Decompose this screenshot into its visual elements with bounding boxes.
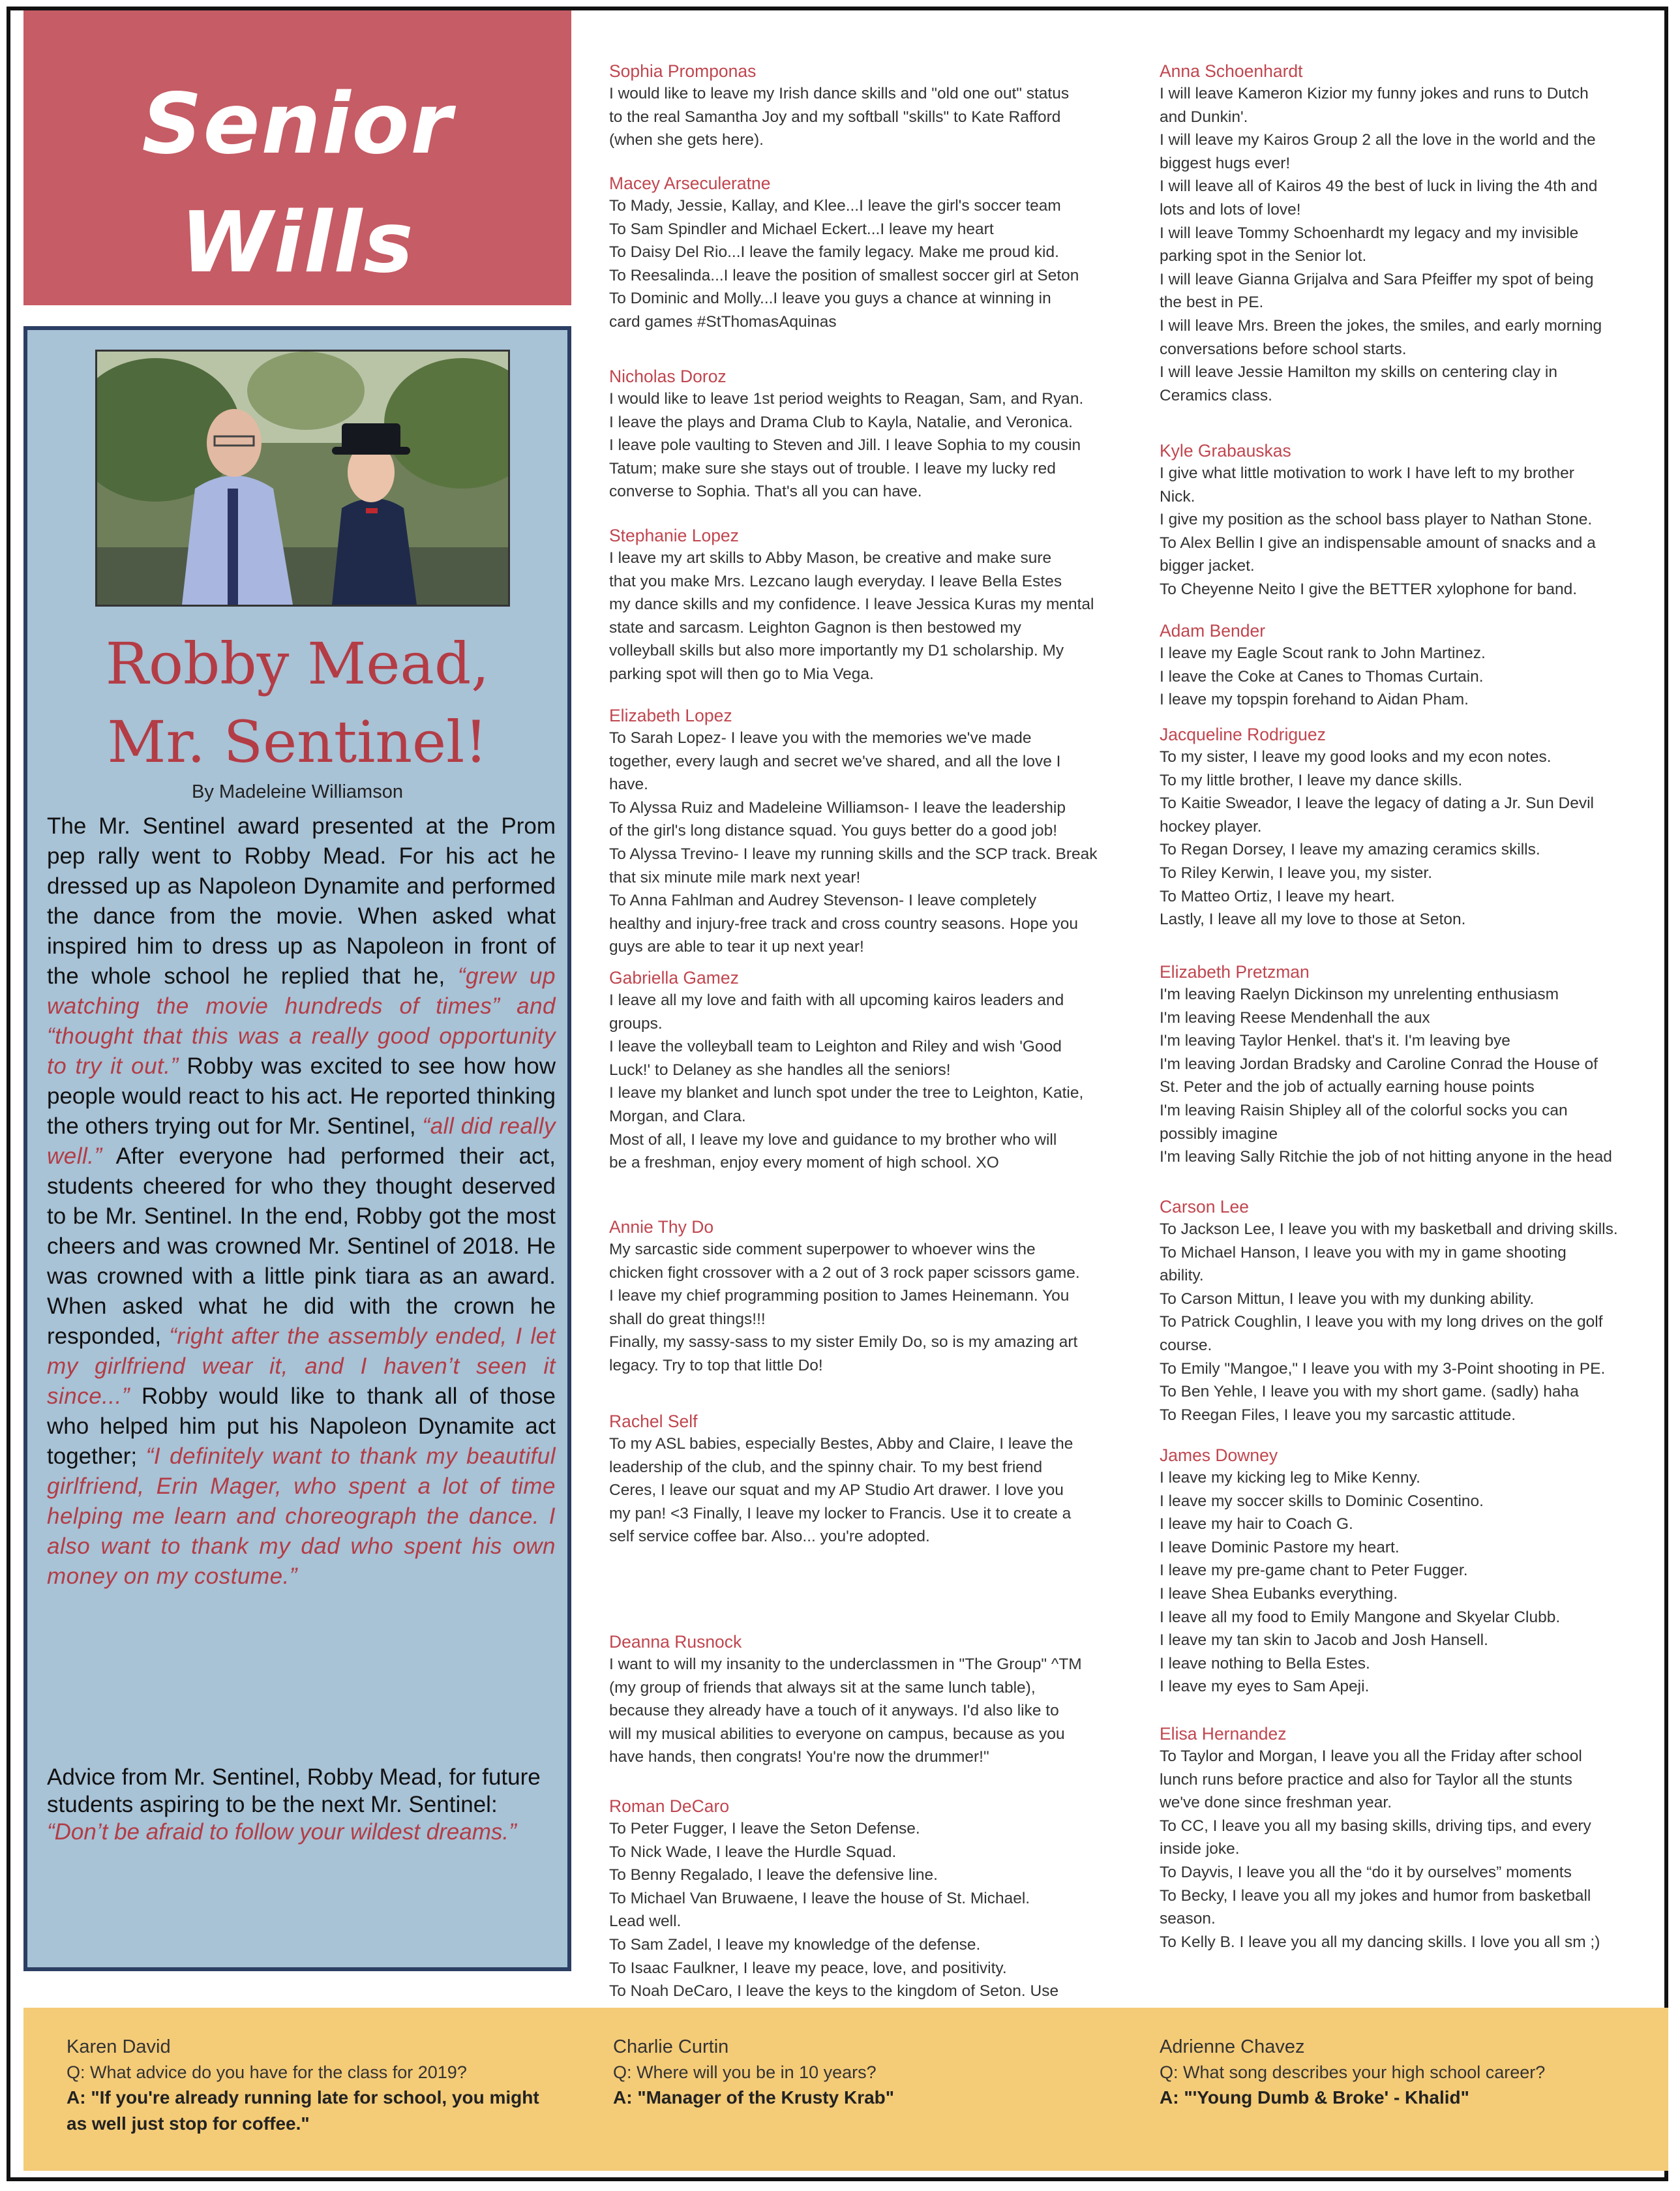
will-text: To Mady, Jessie, Kallay, and Klee...I leave the girl's soccer team To Sam Spindler and Michael Eckert...I leave my heart To Daisy Del Rio...I leave the family legacy. Make me proud kid. To Reesalinda...I leave the position of smallest soccer girl at Seton To Dominic and Molly...I leave you guys a chance at winning in card games #StThomasAquinas <box>609 197 1079 331</box>
qa-answer: A: "If you're already running late for school, you might as well just stop for coffee." <box>67 2087 539 2134</box>
will-text: To Taylor and Morgan, I leave you all the Friday after school lunch runs before practice and also for Taylor all the stunts we've done since freshman year. To CC, I leave you all my basing skills, driving tips, and every inside joke. To Dayvis, I leave you all the “do it by ourselves” moments To Becky, I leave you all my jokes and humor from basketball season. To Kelly B. I leave you all my dancing skills. I love you all sm ;) <box>1160 1747 1600 1951</box>
will-author: Annie Thy Do <box>609 1217 714 1237</box>
will-entry <box>609 172 1131 334</box>
title-line-2: Wills <box>180 194 415 292</box>
will-entry <box>1160 723 1680 931</box>
will-entry <box>1160 1444 1680 1699</box>
will-entry <box>609 524 1131 686</box>
feature-photo <box>95 350 510 607</box>
will-text: To Peter Fugger, I leave the Seton Defense. To Nick Wade, I leave the Hurdle Squad. To Benny Regalado, I leave the defensive line. To Michael Van Bruwaene, I leave the house of St. Michael. Lead well. To Sam Zadel, I leave my knowledge of the defense. To Isaac Faulkner, I leave my peace, love, and positivity. To Noah DeCaro, I leave the keys to the kingdom of Seton. Use <box>609 1820 1059 2001</box>
will-entry <box>609 1216 1131 1378</box>
footer-qa-item <box>1160 2034 1655 2111</box>
article-text: Robby was excited to see how how people would react to his act. He reported thinking the others trying out for Mr. Sentinel, <box>47 1053 556 1139</box>
will-author: Sophia Promponas <box>609 61 757 81</box>
will-author: Jacqueline Rodriguez <box>1160 725 1326 744</box>
qa-name: Karen David <box>67 2036 171 2057</box>
feature-article <box>47 811 556 1592</box>
article-quote: “right after the assembly ended, I let my girlfriend wear it, and I haven’t seen it since...” <box>47 1323 556 1409</box>
will-author: Elisa Hernandez <box>1160 1724 1287 1744</box>
will-author: James Downey <box>1160 1445 1278 1465</box>
qa-answer: A: "'Young Dumb & Broke' - Khalid" <box>1160 2087 1469 2108</box>
will-entry <box>609 1410 1131 1549</box>
byline: By Madeleine Williamson <box>192 781 403 802</box>
qa-name: Adrienne Chavez <box>1160 2036 1305 2057</box>
will-text: I leave my art skills to Abby Mason, be creative and make sure that you make Mrs. Lezcano laugh everyday. I leave Bella Estes my dance skills and my confidence. I leave Jessica Kuras my mental state and sarcasm. Leighton Gagnon is then bestowed my volleyball skills but also more importantly my D1 scholarship. My parking spot will then go to Mia Vega. <box>609 549 1094 683</box>
will-text: I leave my Eagle Scout rank to John Martinez. I leave the Coke at Canes to Thomas Curtain. I leave my topspin forehand to Aidan Pham. <box>1160 644 1486 709</box>
qa-answer: A: "Manager of the Krusty Krab" <box>613 2087 895 2108</box>
will-text: To my ASL babies, especially Bestes, Abby and Claire, I leave the leadership of the club, and the spinny chair. To my best friend Ceres, I leave our squat and my AP Studio Art drawer. I love you my pan! <3 Finally, I leave my locker to Francis. Use it to create a self service coffee bar. Also... you're adopted. <box>609 1435 1073 1546</box>
footer-qa-bar <box>23 2008 1668 2171</box>
article-quote: “all did really well.” <box>47 1113 556 1169</box>
will-text: I will leave Kameron Kizior my funny jokes and runs to Dutch and Dunkin'. I will leave my Kairos Group 2 all the love in the world and the biggest hugs ever! I will leave all of Kairos 49 the best of luck in living the 4th and lots and lots of love! I will leave Tommy Schoenhardt my legacy and my invisible parking spot in the Senior lot. I will leave Gianna Grijalva and Sara Pfeiffer my spot of being the best in PE. I will leave Mrs. Breen the jokes, the smiles, and early morning conversations before school starts. I will leave Jessie Hamilton my skills on centering clay in Ceramics class. <box>1160 85 1602 404</box>
will-text: To my sister, I leave my good looks and my econ notes. To my little brother, I leave my dance skills. To Kaitie Sweador, I leave the legacy of dating a Jr. Sun Devil hockey player. To Regan Dorsey, I leave my amazing ceramics skills. To Riley Kerwin, I leave you, my sister. To Matteo Ortiz, I leave my heart. Lastly, I leave all my love to those at Seton. <box>1160 748 1594 929</box>
article-text: After everyone had performed their act, students cheered for who they thought deserved to be Mr. Sentinel. In the end, Robby got the most cheers and was crowned Mr. Sentinel of 2018. He was crowned with a little pink tiara as an award. When asked what he did with the crown he responded, <box>47 1143 556 1349</box>
will-entry <box>1160 440 1680 601</box>
will-entry <box>609 365 1131 504</box>
qa-question: Q: What advice do you have for the class for 2019? <box>67 2063 467 2082</box>
title-line-1: Senior <box>142 76 453 173</box>
title-banner <box>23 10 571 305</box>
will-entry <box>609 1795 1131 2026</box>
will-text: I give what little motivation to work I have left to my brother Nick. I give my position as the school bass player to Nathan Stone. To Alex Bellin I give an indispensable amount of snacks and a bigger jacket. To Cheyenne Neito I give the BETTER xylophone for band. <box>1160 464 1596 598</box>
will-entry <box>1160 60 1680 407</box>
will-entry <box>609 60 1131 152</box>
will-author: Kyle Grabauskas <box>1160 441 1291 461</box>
advice-block <box>47 1764 556 1846</box>
photo-illustration <box>97 352 508 605</box>
article-paragraph <box>47 811 556 1592</box>
qa-name: Charlie Curtin <box>613 2036 729 2057</box>
advice-quote: “Don’t be afraid to follow your wildest dreams.” <box>47 1819 517 1845</box>
will-text: My sarcastic side comment superpower to whoever wins the chicken fight crossover with a 2 out of 3 rock paper scissors game. I leave my chief programming position to James Heinemann. You shall do great things!!! Finally, my sassy-sass to my sister Emily Do, so is my amazing art legacy. Try to top that little Do! <box>609 1241 1080 1374</box>
will-author: Carson Lee <box>1160 1197 1250 1216</box>
will-text: To Sarah Lopez- I leave you with the memories we've made together, every laugh and secret we've shared, and all the love I have. To Alyssa Ruiz and Madeleine Williamson- I leave the leadership of the girl's long distance squad. You guys better do a good job! To Alyssa Trevino- I leave my running skills and the SCP track. Break that six minute mile mark next year! To Anna Fahlman and Audrey Stevenson- I leave completely healthy and injury-free track and cross country seasons. Hope you guys are able to tear it up next year! <box>609 729 1098 956</box>
will-entry <box>609 967 1131 1175</box>
will-entry <box>609 704 1131 959</box>
will-entry <box>1160 1723 1680 1954</box>
feature-headline-line-2: Mr. Sentinel! <box>107 708 488 776</box>
will-text: I would like to leave 1st period weights to Reagan, Sam, and Ryan. I leave the plays and Drama Club to Kayla, Natalie, and Veronica. I leave pole vaulting to Steven and Jill. I leave Sophia to my cousin Tatum; make sure she stays out of trouble. I leave my lucky red converse to Sophia. That's all you can have. <box>609 390 1084 501</box>
article-text: Robby would like to thank all of those who helped him put his Napoleon Dynamite act together; <box>47 1383 556 1469</box>
will-author: Elizabeth Pretzman <box>1160 962 1310 982</box>
will-entry <box>609 1631 1131 1769</box>
will-entry <box>1160 961 1680 1169</box>
article-quote: “I definitely want to thank my beautiful girlfriend, Erin Mager, who spent a lot of time helping me learn and choreograph the dance. I also want to thank my dad who spent his own money on my costume.” <box>47 1443 556 1589</box>
article-quote: “grew up watching the movie hundreds of times” and “thought that this was a really good opportunity to try it out.” <box>47 963 556 1079</box>
will-author: Macey Arseculeratne <box>609 174 771 193</box>
will-author: Gabriella Gamez <box>609 968 739 988</box>
will-author: Elizabeth Lopez <box>609 706 732 725</box>
will-author: Adam Bender <box>1160 621 1266 641</box>
will-text: I'm leaving Raelyn Dickinson my unrelenting enthusiasm I'm leaving Reese Mendenhall the aux I'm leaving Taylor Henkel. that's it. I'm leaving bye I'm leaving Jordan Bradsky and Caroline Conrad the House of St. Peter and the job of actually earning house points I'm leaving Raisin Shipley all of the colorful socks you can possibly imagine I'm leaving Sally Ritchie the job of not hitting anyone in the head <box>1160 986 1612 1166</box>
will-author: Stephanie Lopez <box>609 526 739 545</box>
will-text: I want to will my insanity to the underclassmen in "The Group" ^TM (my group of friends that always sit at the same lunch table), because they already have a touch of it anyways. I'd also like to will my musical abilities to everyone on campus, because as you have hands, then congrats! You're now the drummer!" <box>609 1655 1082 1766</box>
qa-question: Q: Where will you be in 10 years? <box>613 2063 877 2082</box>
will-author: Rachel Self <box>609 1412 698 1431</box>
will-author: Deanna Rusnock <box>609 1632 742 1652</box>
will-entry <box>1160 620 1680 712</box>
will-entry <box>1160 1196 1680 1427</box>
will-author: Anna Schoenhardt <box>1160 61 1303 81</box>
feature-box <box>23 326 571 1971</box>
footer-qa-item <box>613 2034 1109 2111</box>
will-author: Roman DeCaro <box>609 1796 730 1816</box>
footer-qa-item <box>67 2034 562 2137</box>
will-text: To Jackson Lee, I leave you with my basketball and driving skills. To Michael Hanson, I leave you with my in game shooting ability. To Carson Mittun, I leave you with my dunking ability. To Patrick Coughlin, I leave you with my long drives on the golf course. To Emily "Mangoe," I leave you with my 3-Point shooting in PE. To Ben Yehle, I leave you with my short game. (sadly) haha To Reegan Files, I leave you my sarcastic attitude. <box>1160 1220 1618 1424</box>
feature-headline-line-1: Robby Mead, <box>105 630 490 697</box>
advice-intro: Advice from Mr. Sentinel, Robby Mead, for future students aspiring to be the next Mr. Sentinel: <box>47 1764 541 1817</box>
will-text: I would like to leave my Irish dance skills and "old one out" status to the real Samantha Joy and my softball "skills" to Kate Rafford (when she gets here). <box>609 85 1070 149</box>
will-text: I leave my kicking leg to Mike Kenny. I leave my soccer skills to Dominic Cosentino. I leave my hair to Coach G. I leave Dominic Pastore my heart. I leave my pre-game chant to Peter Fugger. I leave Shea Eubanks everything. I leave all my food to Emily Mangone and Skyelar Clubb. I leave my tan skin to Jacob and Josh Hansell. I leave nothing to Bella Estes. I leave my eyes to Sam Apeji. <box>1160 1469 1561 1696</box>
will-author: Nicholas Doroz <box>609 367 727 386</box>
will-text: I leave all my love and faith with all upcoming kairos leaders and groups. I leave the volleyball team to Leighton and Riley and wish 'Good Luck!' to Delaney as she handles all the seniors! I leave my blanket and lunch spot under the tree to Leighton, Katie, Morgan, and Clara. Most of all, I leave my love and guidance to my brother who will be a freshman, enjoy every moment of high school. XO <box>609 991 1084 1172</box>
article-text: The Mr. Sentinel award presented at the Prom pep rally went to Robby Mead. For his act he dressed up as Napoleon Dynamite and performed the dance from the movie. When asked what inspired him to dress up as Napoleon in front of the whole school he replied that he, <box>47 813 556 989</box>
qa-question: Q: What song describes your high school career? <box>1160 2063 1546 2082</box>
